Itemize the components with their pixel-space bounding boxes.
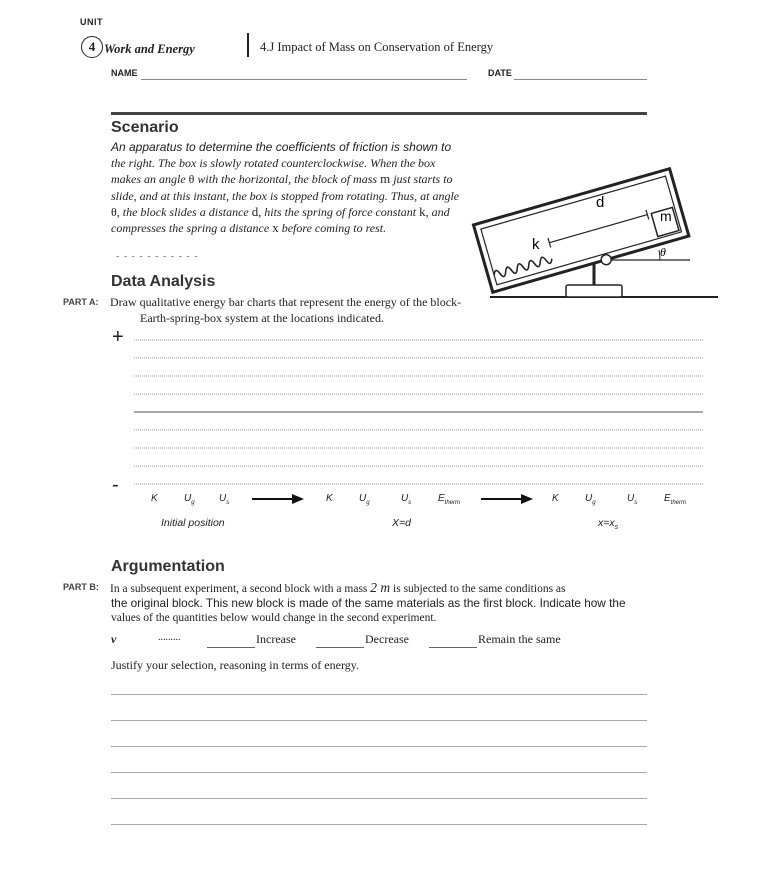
label-spring [627, 493, 637, 506]
label-gravitational [585, 493, 596, 506]
text-run: , and [425, 204, 450, 219]
symbol-x: x [272, 220, 279, 236]
text-run: , the block slides a distance [116, 204, 252, 219]
label-k: k [532, 236, 540, 253]
arrowhead-2 [521, 494, 533, 504]
argumentation-heading: Argumentation [111, 558, 225, 575]
instruction-line: Earth-spring-box system at the locations indicated. [140, 311, 384, 325]
part-b-label: PART B: [63, 582, 99, 592]
label-text: U [585, 493, 593, 504]
position-d: X=d [392, 517, 411, 529]
label-sub: g [366, 500, 370, 506]
label-text: U [627, 493, 635, 504]
text-run: just starts to [390, 172, 453, 187]
unit-label: UNIT [80, 17, 103, 27]
label-text: E [438, 493, 445, 504]
variable-v: v [111, 632, 117, 646]
label-sub: s [614, 524, 619, 532]
dashed-separator: - - - - - - - - - - - [116, 251, 199, 262]
answer-line[interactable] [111, 694, 647, 695]
increase-answer-blank[interactable] [207, 634, 255, 648]
option-remain-same: Remain the same [478, 632, 561, 646]
answer-line[interactable] [111, 772, 647, 773]
scenario-heading: Scenario [111, 119, 179, 136]
label-sub: s [226, 500, 230, 506]
text-run: , hits the spring of force constant [258, 204, 420, 219]
unit-title: Work and Energy [104, 42, 195, 56]
label-text: U [184, 493, 192, 504]
option-decrease: Decrease [365, 632, 409, 646]
label-gravitational [359, 493, 370, 506]
label-sub: g [191, 500, 195, 506]
label-m: m [660, 208, 672, 224]
instruction-line: Draw qualitative energy bar charts that represent the energy of the block- [110, 295, 462, 309]
data-analysis-heading: Data Analysis [111, 273, 216, 290]
name-label: NAME [111, 68, 138, 78]
text-run: makes an angle [111, 172, 189, 187]
label-gravitational [184, 493, 195, 506]
part-b-line [110, 580, 566, 596]
answer-line[interactable] [111, 824, 647, 825]
label-thermal [438, 493, 460, 506]
text-run: In a subsequent experiment, a second block with a mass [110, 583, 371, 595]
text-run: before coming to rest. [278, 221, 387, 236]
label-sub: therm [670, 500, 687, 506]
position-initial: Initial position [161, 517, 225, 529]
unit-number-badge: 4 [81, 36, 103, 58]
label-sub: therm [444, 500, 461, 506]
option-increase: Increase [256, 632, 296, 646]
symbol-2m: 2 m [370, 580, 391, 595]
position-xs [598, 517, 618, 531]
date-label: DATE [488, 68, 512, 78]
text-run: is subjected to the same conditions as [390, 583, 566, 595]
label-sub: s [634, 500, 638, 506]
text-run: with the horizontal, the block of mass [194, 172, 381, 187]
label-text: U [359, 493, 367, 504]
scenario-line: slide, and at this instant, the box is stopped from rotating. Thus, at angle [111, 188, 460, 203]
symbol-k: k [419, 203, 426, 219]
label-text: U [401, 493, 409, 504]
label-text: x=x [598, 517, 615, 529]
symbol-theta: θ [188, 172, 195, 187]
part-b-line: the original block. This new block is made of the same materials as the first block. Indicate how the [111, 596, 626, 610]
scenario-line: An apparatus to determine the coefficients of friction is shown to [111, 140, 452, 154]
label-text: E [664, 493, 671, 504]
symbol-m: m [380, 171, 391, 187]
decrease-answer-blank[interactable] [316, 634, 364, 648]
label-theta: θ [660, 245, 666, 259]
label-sub: g [592, 500, 596, 506]
scenario-line: the right. The box is slowly rotated counterclockwise. When the box [111, 156, 436, 171]
symbol-theta: θ [111, 204, 117, 219]
leader-dots: ......... [158, 632, 181, 643]
justify-prompt: Justify your selection, reasoning in terms of energy. [111, 658, 359, 672]
arrowhead-1 [292, 494, 304, 504]
label-kinetic: K [552, 493, 559, 504]
label-kinetic: K [326, 493, 333, 504]
label-thermal [664, 493, 686, 506]
lesson-title: 4.J Impact of Mass on Conservation of Energy [260, 40, 494, 54]
text-run: compresses the spring a distance [111, 221, 273, 236]
label-spring [219, 493, 229, 506]
label-spring [401, 493, 411, 506]
label-sub: s [408, 500, 412, 506]
part-b-line: values of the quantities below would change in the second experiment. [111, 612, 437, 624]
symbol-d: d [251, 203, 259, 219]
label-kinetic: K [151, 493, 158, 504]
remain-answer-blank[interactable] [429, 634, 477, 648]
part-a-label: PART A: [63, 297, 99, 307]
answer-line[interactable] [111, 746, 647, 747]
plus-sign: + [112, 326, 124, 348]
label-text: U [219, 493, 227, 504]
label-d: d [596, 194, 605, 211]
answer-line[interactable] [111, 798, 647, 799]
answer-line[interactable] [111, 720, 647, 721]
minus-sign: - [112, 474, 119, 496]
